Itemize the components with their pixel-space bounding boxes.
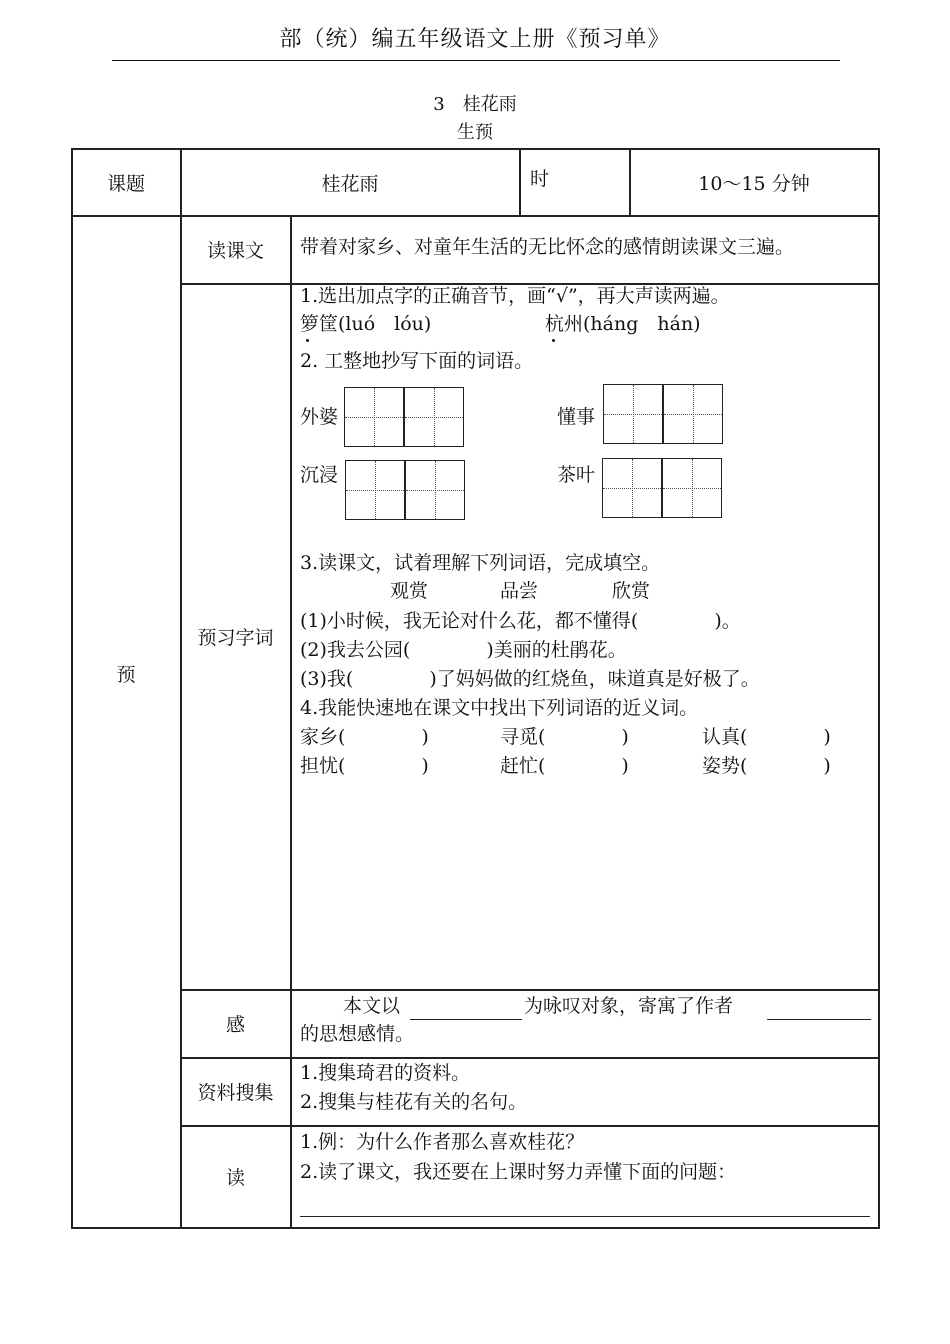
writing-grid[interactable] bbox=[603, 384, 663, 444]
copy-word: 茶叶 bbox=[557, 464, 596, 486]
vocab-q1-word2: 杭州(háng hán) bbox=[545, 313, 701, 335]
ask-item: 1.例：为什么作者那么喜欢桂花？ bbox=[300, 1131, 585, 1153]
writing-grid[interactable] bbox=[405, 460, 465, 520]
emphasis-dot bbox=[306, 339, 309, 342]
synonym-item: 寻觅( ) bbox=[500, 726, 629, 748]
synonym-item: 家乡( ) bbox=[300, 726, 429, 748]
vocab-q1: 1.选出加点字的正确音节，画“√”，再大声读两遍。 bbox=[300, 285, 730, 307]
word-option: 品尝 bbox=[500, 580, 539, 602]
section-label: 预 bbox=[116, 664, 136, 686]
writing-grid[interactable] bbox=[404, 387, 464, 447]
synonym-item: 姿势( ) bbox=[702, 755, 831, 777]
copy-word: 懂事 bbox=[557, 406, 596, 428]
fill-blank[interactable] bbox=[767, 1019, 871, 1020]
read-instruction: 带着对家乡、对童年生活的无比怀念的感情朗读课文三遍。 bbox=[300, 236, 795, 258]
time-value: 10～15 分钟 bbox=[698, 172, 810, 195]
writing-grid[interactable] bbox=[344, 387, 404, 447]
writing-grid[interactable] bbox=[662, 458, 722, 518]
fill-blank[interactable] bbox=[410, 1019, 522, 1020]
fill-sentence: (3)我( )了妈妈做的红烧鱼，味道真是好极了。 bbox=[300, 668, 760, 690]
feel-text-c: 的思想感情。 bbox=[300, 1023, 415, 1045]
feel-text-a: 本文以 bbox=[343, 995, 401, 1017]
page-title: 部（统）编五年级语文上册《预习单》 bbox=[279, 27, 671, 52]
word-option: 欣赏 bbox=[612, 580, 651, 602]
header-rule bbox=[112, 60, 840, 61]
collect-label: 资料搜集 bbox=[197, 1082, 274, 1104]
ask-label: 读 bbox=[225, 1167, 245, 1189]
vocab-q2: 2. 工整地抄写下面的词语。 bbox=[300, 350, 534, 372]
topic-value: 桂花雨 bbox=[321, 172, 379, 195]
synonym-item: 认真( ) bbox=[702, 726, 831, 748]
fill-sentence: (2)我去公园( )美丽的杜鹃花。 bbox=[300, 639, 627, 661]
writing-grid[interactable] bbox=[663, 384, 723, 444]
fill-sentence: (1)小时候，我无论对什么花，都不懂得( )。 bbox=[300, 610, 741, 632]
writing-grid[interactable] bbox=[602, 458, 662, 518]
copy-word: 沉浸 bbox=[300, 464, 339, 486]
read-label: 读课文 bbox=[206, 240, 264, 262]
answer-line[interactable] bbox=[300, 1216, 870, 1217]
feel-text-b: 为咏叹对象，寄寓了作者 bbox=[524, 995, 734, 1017]
vocab-label: 预习字词 bbox=[197, 627, 274, 649]
vocab-q4: 4.我能快速地在课文中找出下列词语的近义词。 bbox=[300, 697, 699, 719]
collect-item: 1.搜集琦君的资料。 bbox=[300, 1062, 471, 1084]
collect-item: 2.搜集与桂花有关的名句。 bbox=[300, 1091, 528, 1113]
synonym-item: 担忧( ) bbox=[300, 755, 429, 777]
synonym-item: 赶忙( ) bbox=[500, 755, 629, 777]
word-option: 观赏 bbox=[390, 580, 429, 602]
lesson-title: 3 桂花雨 bbox=[433, 94, 517, 115]
feel-label: 感 bbox=[225, 1014, 245, 1036]
lesson-subtitle: 生预 bbox=[457, 122, 493, 143]
copy-word: 外婆 bbox=[300, 406, 339, 428]
vocab-q1-word1: 箩筐(luó lóu) bbox=[300, 313, 432, 335]
writing-grid[interactable] bbox=[345, 460, 405, 520]
ask-item: 2.读了课文，我还要在上课时努力弄懂下面的问题： bbox=[300, 1161, 737, 1183]
time-label: 时 bbox=[530, 168, 550, 190]
topic-label: 课题 bbox=[106, 172, 145, 195]
emphasis-dot bbox=[552, 339, 555, 342]
vocab-q3: 3.读课文，试着理解下列词语，完成填空。 bbox=[300, 552, 661, 574]
